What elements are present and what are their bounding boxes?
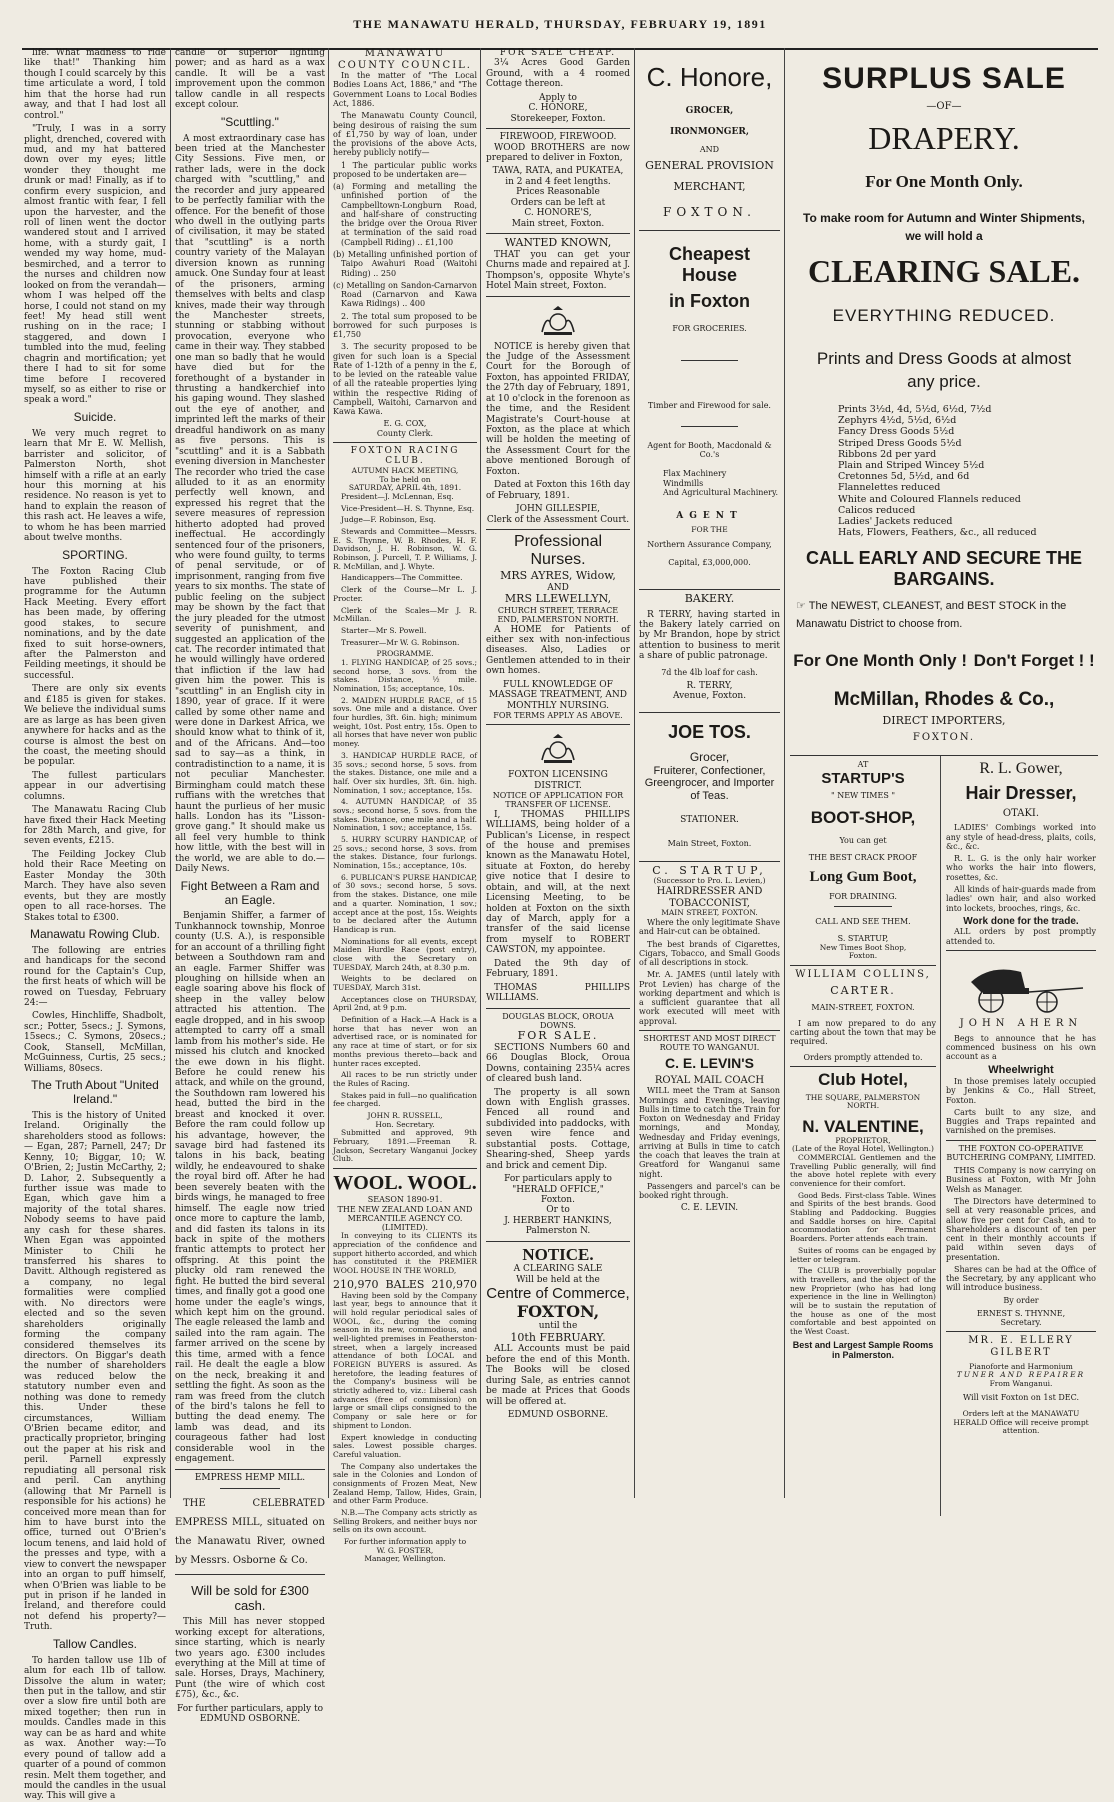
ad-text: Windmills [663,478,704,488]
ad-heading: FOXTON, [516,1301,600,1321]
ad-text: Northern Assurance Company, [647,540,772,550]
ad-text: R TERRY, having started in the Bakery lately carried on by Mr Brandon, hope by strict attention to business to merit a share of public patronage. [639,609,780,662]
price-item: Flannelettes reduced [838,482,941,494]
ad-text: (c) Metalling on Sandon-Carnarvon Road (Carnarvon and Kawa Kawa Ridings) .. 400 [333,280,477,309]
ad-text: THE CELEBRATED EMPRESS MILL, situated on the Manawatu River, owned by Messrs. Osborne & Co. [175,1498,325,1567]
ad-signature: EDMUND OSBORNE. [199,1714,301,1725]
article-text: "Truly, I was in a sorry plight, drenched, covered with mud, and my hat battered down over my eyes; little wonder they thought me drunk or mad! Finally, as if to confirm every suspicion, and almost frantic with fear, I fell upon the harvester, and the roll of linen went the doctor wandered stout and I arrived home, with a sturdy gait, I wended my way home, mud-besmirched, and a terror to the nurses and children now looked on from the verandah—whom I was helped off the horse, I could not stand on my feet! My head still went rushing on in the race; I staggered, and down I tumbled into the mud, feeling chagrin and mortification; yet there I had to sit for some time before I recovered myself, so as either to rise or speak a word." [24,124,166,406]
article-text: The Manawatu Racing Club have fixed their Hack Meeting for 28th March, and give, for seven events, £215. [24,805,166,847]
article-text: A most extraordinary case has been tried at the Manchester City Sessions. Five men, or rather lads, were in the dock charged with "scuttling," and the recorder and jury appeared to be perfectly familiar with the offence. For the benefit of those who dwell in the outlying parts of civilisation, it may be stated that "scuttling" is a north country variety of the Malayan diversion known as running amuck. One Sunday four at least of the prisoners, arming themselves with belts and clasp knives, made their way through the Manchester streets, stunning or stabbing without provocation, everyone who came in their way. They stabbed one man so badly that he would have died but for the forethought of a bystander in thrusting a handkerchief into his gaping wound. They slashed out the eye of another, and imprinted left the marks of their dreadful handiwork on as many as five persons. This is "scuttling" and it is a Sabbath evening diversion in Manchester The recorder who tried the case alluded to it as an enormity perfectly well known, and expressed his regret that the severe measures of repression hitherto adopted had proved ineffectual. He accordingly sentenced four of the prisoners, who were found guilty, to terms of penal servitude, or of imprisonment, ranging from five years to six months. The state of public feeling on the subject may be shown by the fact that the jury pleaded for the utmost severity of punishment, and suggested an application of the cat. The recorder intimated that he would willingly have ordered that infliction if the law had given him the power. This is "scuttling" in an English city in 1890, year of grace. If it were called by some other name and were done in Darkest Africa, we should know what to think of it, and of the Africans. And—too sad to say—as a think, in contradistinction to a name, it is not peculiar Manchester. Birmingham could match these ruffians with the wretches that haunt the purlieus of her music halls. London has its "Lisson-grove gang." It should make us all feel very humble to think how little, with the best will in the world, we are able to do.—Daily News. [175,133,325,875]
ad-signature: Storekeeper, Foxton. [510,113,606,124]
ad-heading: C. Honore, [646,62,773,92]
ad-text: Begs to announce that he has commenced business on his own account as a [946,1033,1096,1062]
ad-text: For further information apply to [343,1537,467,1547]
ad-heading: R. L. Gower, [979,760,1063,778]
column-rule [480,48,481,1498]
ad-text: MAIN-STREET, FOXTON. [811,1003,915,1013]
ad-signature: Hon. Secretary. [375,1119,435,1129]
ad-text: Flax Machinery [663,469,727,479]
ad-text: Stakes paid in full—no qualification fee charged. [333,1090,477,1109]
ad-text: Clerk of the Scales—Mr J. R. McMillan. [333,605,477,624]
ad-text: FOR GROCERIES. [672,324,747,334]
ad-text: ROYAL MAIL COACH [654,1074,765,1086]
masthead [22,10,1098,50]
ad-signature: W. G. FOSTER, [376,1545,434,1555]
article-heading: Tallow Candles. [52,1636,138,1651]
ad-text: In conveying to its CLIENTS its appreciation of the confidence and support hitherto accorded, and which has constituted it the PREMIER WOOL HOUSE IN THE WORLD, [333,1231,477,1276]
ad-text: Greengrocer, and Importer of Teas. [644,777,775,803]
ad-heading: DRAPERY. [868,120,1020,157]
bales-label: BALES [385,1277,425,1291]
forget-row [790,651,1098,671]
ad-signature: County Clerk. [376,428,434,438]
ad-text: WILL meet the Tram at Sanson Mornings and Evenings, leaving Bulls in time to catch the Train for Foxton on Wednesday and Friday mornings, and Monday, Wednesday and Friday evenings, arriving at Bulls in time to catch the coach that leaves the train at Greatford for Wanganui same night. [639,1086,780,1179]
ad-heading: FOXTON RACING CLUB. [350,446,460,467]
ad-text: The best brands of Cigarettes, Cigars, Tobacco, and Small Goods of all descriptions in stock. [639,939,780,968]
ad-heading: 10th FEBRUARY. [510,1330,606,1344]
article-text: The Foxton Racing Club have published their programme for the Autumn Hack Meeting. Every effort has been made, by offering good stakes, to secure nominations, and by the date fixed to suit horse-owners, after the Palmerston and Feilding meetings, it should be successful. [24,566,166,681]
ad-text: NOTICE is hereby given that the Judge of the Assessment Court for the Borough of Foxton, has appointed FRIDAY, the 27th day of February, 1891, at 10 o'clock in the forenoon as the time, and the Resident Magistrate's Court-house at Foxton, as the place at which will be holden the meeting of the Assessment Court for the above mentioned Borough of Foxton. [486,341,630,477]
ad-signature: C. HONORE, [528,103,588,114]
ad-text: AUTUMN HACK MEETING, [351,465,459,475]
ad-text: 1 The particular public works proposed to be undertaken are— [333,160,477,179]
ad-text: In those premises lately occupied by Jenkins & Co., Hall Street, Foxton. [946,1077,1096,1105]
price-item: White and Coloured Flannels reduced [838,493,1021,505]
ad-text: AND [547,582,569,593]
ad-heading: FOXTON LICENSING DISTRICT. [508,770,608,791]
ad-text: To be held on [379,474,431,484]
ad-signature: JOHN GILLESPIE, [515,504,601,515]
column-4 [486,48,630,1498]
ad-text: SATURDAY, APRIL 4th, 1891. [348,483,462,493]
column-1 [24,48,166,1802]
ad-text: FOR TERMS APPLY AS ABOVE. [493,711,623,720]
ad-signature: Main street, Foxton. [511,218,605,229]
ad-heading: Work done for the trade. [963,915,1079,927]
ad-signature: JOHN R. RUSSELL, [367,1110,443,1120]
lower-left [790,760,936,1360]
ad-text: SECTIONS Numbers 60 and 66 Douglas Block, Oroua Downs, containing 235¼ acres of cleared bush land. [486,1042,630,1085]
ad-text: CALL AND SEE THEM. [815,917,911,927]
article-heading: Suicide. [73,409,117,424]
ad-text: THE BEST CRACK PROOF [808,853,918,863]
ad-heading: CALL EARLY AND SECURE THE BARGAINS. [805,548,1083,590]
ad-text: Clerk of the Course—Mr L. J. Procter. [333,585,477,603]
ad-heading: DOUGLAS BLOCK, OROUA DOWNS. [502,1011,614,1030]
article-text: Benjamin Shiffer, a farmer of Tunkhannock township, Monroe county (U.S. A.), is responsible for an account of a thrilling fight between a Southdown ram and an eagle. Farmer Shiffer was ploughing on hillside when an eagle soaring above his flock of sheep in the valley below attracted his attention. The eagle dropped, and in his swoop attempted to carry off a small lamb from his mother's side. He missed his clutch and knocked the ewe down in his flight. Before he could renew his attack, and while on the ground, the Southdown ram lowered his head, butted the bird in the breast and knocked it over. Before the ram could follow up his advantage, however, the savage bird had fastened its talons in his back, beating wildly, he endeavoured to shake the royal bird off. After he had been severely beaten with the birds wings, he managed to free himself. The eagle now tried once more to capture the lamb, and did fasten its talons in its back in spite of the mothers frantic attempts to protect her offspring. At this point the plucky old ram renewed the fight. He butted the bird several times, and finally got a good one home under the eagle's wings, which kept him on the ground. The eagle released the lamb and sailed into the ram again. The farmer arrived on the scene by this time, armed with a fence rail. He dealt the eagle a blow on the neck, breaking it and settling the fight. As soon as the ram was freed from the clutch of the bird's talons he fell to butting the dead enemy. The lamb was dead, and its courageous father had lost considerable wool in the engagement. [175,911,325,1465]
article-text: There are only six events and £185 is given for stakes. We believe the individual sums are as large as has been given anywhere for hacks and as the course is almost the best on the coast, the meeting should be popular. [24,684,166,768]
ad-text: " NEW TIMES " [830,791,896,801]
ad-heading: Will be sold for £300 cash. [191,1583,309,1614]
ad-text: FOR DRAINING. [829,891,897,901]
ad-text: MRS AYRES, Widow, [500,569,616,583]
ad-text: THIS Company is now carrying on Business at Foxton, with Mr John Welsh as Manager. [946,1166,1096,1194]
ad-signature: Clerk of the Assessment Court. [486,514,630,525]
ad-text: SEASON 1890-91. [367,1195,443,1205]
ad-text: Prints and Dress Goods at almost any price. [816,349,1072,391]
masthead-title: THE MANAWATU HERALD, THURSDAY, FEBRUARY 19, 1891 [353,17,767,31]
ad-text: To make room for Autumn and Winter Shipments, we will hold a [803,211,1085,244]
price-item: Fancy Dress Goods 5½d [838,426,955,438]
article-text: candle of superior lighting power; and as hard as a wax candle. It will be a vast improvement upon the common tallow candle in all respects except colour. [175,48,325,111]
ad-text: LADIES' Combings worked into any style of head-dress, plaits, coils, &c., &c. [946,823,1096,851]
ad-text: ☞ The NEWEST, CLEANEST, and BEST STOCK in the Manawatu District to choose from. [796,600,1067,630]
ad-text: Submitted and approved, 9th February, 1891.—Freeman R. Jackson, Secretary Wanganui Jockey Club. [333,1128,477,1164]
ad-text: In the matter of "The Local Bodies Loans Act, 1886," and "The Government Loans to Local Bodies Act, 1886. [333,71,477,108]
ad-heading: BAKERY. [684,591,735,605]
ad-heading: EVERYTHING REDUCED. [832,306,1056,326]
ad-text: Shares can be had at the Office of the Secretary, by any applicant who will introduce business. [946,1264,1096,1293]
ad-text: until the [538,1321,578,1332]
ad-signature: E. G. COX, [383,419,427,429]
ad-heading: Wheelwright [988,1064,1054,1077]
article-text: We very much regret to learn that Mr E. W. Mellish, barrister and solicitor, of Palmerston North, shot himself with a rifle at an early hour this morning at his residence. No reason is yet to hand to explain the reason of this rash act. He leaves a wife, to whom he has been married about twelve months. [24,428,166,544]
ad-text: For further particulars, apply to [176,1703,324,1714]
ad-text: 1. FLYING HANDICAP, of 25 sovs.; second horse, 3 sovs. from the stakes. Distance, ½ mile. Nomination, 15s; acceptance, 10s. [333,657,477,694]
ad-text: TAWA, RATA, and PUKATEA, [492,166,624,177]
ad-text: Treasurer—Mr W. G. Robinson. [341,637,460,647]
ad-signature: New Times Boot Shop, [819,942,907,952]
ad-heading: CARTER. [830,983,896,997]
royal-crest-icon [538,304,578,338]
column-rule [328,48,329,1498]
ad-text: R. L. G. is the only hair worker who works the hair into flowers, rosettes, &c. [946,854,1096,882]
ad-heading: WOOL. WOOL. [333,1172,477,1195]
ad-text: OTAKI. [1002,807,1040,819]
column-3 [333,48,477,1564]
ad-text: I am now prepared to do any carting about the town that may be required. [790,1018,936,1047]
ad-text: GENERAL PROVISION [645,159,774,173]
ad-text: Nominations for all events, except Maiden Hurdle Race (post entry), close with the Secretary on TUESDAY, March 24th, at 8.30 p.m. [333,936,477,972]
price-item: Calicos reduced [838,504,916,516]
ad-text: Passengers and parcel's can be booked right through. [639,1181,780,1201]
ad-text: Agent for Booth, Macdonald & Co.'s [647,440,772,460]
ad-text: Fruiterer, Confectioner, [653,764,766,777]
article-text: The Feilding Jockey Club hold their Race Meeting on Easter Monday the 30th March. They have also seven events, but they are mostly open to all race-horses. The Stakes total to £300. [24,849,166,923]
ad-text: This Mill has never stopped working except for alterations, since starting, which is nearly two years ago. £300 includes everything at the Mill at time of sale. Horses, Drays, Machinery, Punt (the wire of which cost £75), &c., &c. [175,1617,325,1701]
price-item: Zephyrs 4½d, 5½d, 6½d [838,415,957,427]
ad-text: A CLEARING SALE [513,1264,603,1275]
ad-text: Mr. A. JAMES (until lately with Prot Levien) has charge of the working department and which is a sufficient guarantee that all work executed will meet with approval. [639,970,780,1026]
ad-text: 5. HURRY SCURRY HANDICAP, of 25 sovs.; second horse, 3 sovs. from the stakes. Distance, four furlongs. Nomination, 15s.; acceptance, 10s. [333,835,477,871]
ad-text: Apply to [539,92,577,103]
ad-signature: R. TERRY, [686,681,733,692]
price-item: Plain and Striped Wincey 5½d [838,459,985,471]
ad-heading: MANAWATU COUNTY COUNCIL. [338,48,472,71]
price-item: Ribbons 2d per yard [838,448,937,460]
ad-text: 3. The security proposed to be given for such loan is a Special Rate of 1-12th of a penny in the £, to be levied on the rateable value of all the rateable properties lying within the respective Riding of Campbell, Waitohi, Carnarvon and Kawa Kawa. [333,342,477,417]
ad-text: COMMERCIAL Gentlemen and the Travelling Public generally, will find the above hotel replete with every convenience for their comfort. [790,1152,936,1189]
ad-text: FOXTON. [912,731,976,743]
ad-text: Acceptances close on THURSDAY, April 2nd, at 9 p.m. [333,994,477,1013]
ad-text: FOR THE [691,524,728,534]
ad-heading: FOR SALE. [517,1029,599,1043]
ad-heading: NOTICE. [522,1244,594,1264]
bales-count: 210,970 [333,1277,379,1291]
ad-heading: For One Month Only ! [793,651,968,671]
price-list [838,404,1098,538]
ad-heading: STARTUP'S [821,769,905,787]
ad-text: A HOME for Patients of either sex with non-infectious diseases. Also, Ladies or Gentlemen attended to in their own homes. [486,624,630,677]
ad-text: Vice-President—H. S. Thynne, Esq. [341,503,475,513]
article-text: The following are entries and handicaps for the second round for the Captain's Cup, the first heats of which will be rowed on Tuesday, February 24:— [24,945,166,1009]
ad-signature: S. STARTUP, [837,934,889,944]
ad-text: AND [699,145,720,155]
column-rule [634,48,635,1498]
bales-count: 210,970 [431,1277,477,1291]
ad-text: The Directors have determined to sell at very reasonable prices, and allow five per cent for Cash, and to Shareholders a discount of ten per cent in their monthly accounts if paid within seven days of presentation. [946,1196,1096,1262]
ad-signature: THOMAS PHILLIPS WILLIAMS. [486,982,630,1004]
ad-heading: JOE TOS. [668,721,751,742]
ad-text: All races to be run strictly under the Rules of Racing. [333,1070,477,1088]
ad-text: WOOD BROTHERS are now prepared to deliver in Foxton, [486,142,630,163]
ad-text: MRS LLEWELLYN, [504,592,612,606]
ad-text: Good Beds. First-class Table. Wines and Spirits of the best brands. Good Stabling and Paddocking. Buggies and Saddle horses on hire. Capital accommodation for Permanent Boarders. Porter attends each train. [790,1190,936,1244]
ad-heading: McMillan, Rhodes & Co., [833,689,1055,711]
ad-text: MAIN STREET, FOXTON. [661,908,758,918]
ad-text: You can get [839,836,887,846]
ad-text: MERCHANT, [673,180,746,194]
ad-heading: Don't Forget ! ! [973,651,1095,671]
ad-text: Orders left at the MANAWATU HERALD Office will receive prompt attention. [953,1408,1089,1436]
ad-text: Capital, £3,000,000. [668,557,751,567]
ad-text: President—J. McLennan, Esq. [341,491,454,501]
ad-heading: Best and Largest Sample Rooms in Palmerston. [792,1339,934,1361]
ad-heading: FOR SALE CHEAP. [499,48,617,58]
ad-text: ALL orders by post promptly attended to. [946,927,1096,946]
ad-signature: Avenue, Foxton. [672,691,747,702]
ad-text: 4. AUTUMN HANDICAP, of 35 sovs.; second horse, 5 sovs. from the stakes. Distance, one mile and a half. Nomination, 1 sov.; acceptance, 15s. [333,797,477,833]
ad-text: NOTICE OF APPLICATION FOR TRANSFER OF LICENSE. [492,791,624,810]
ad-text: For particulars apply to [504,1174,612,1185]
royal-crest-icon [538,732,578,766]
price-item: Prints 3½d, 4d, 5½d, 6½d, 7½d [838,403,992,415]
ad-text: And Agricultural Machinery. [663,487,778,497]
ad-text: Starter—Mr S. Powell. [341,625,427,635]
ad-text: TUNER AND REPAIRER [956,1370,1086,1380]
article-heading: SPORTING. [62,547,128,562]
column-5 [639,48,780,1498]
ad-text: Dated at Foxton this 16th day of February, 1891. [486,480,630,501]
ad-text: AT [857,760,869,770]
ad-text: All kinds of hair-guards made from ladies' own hair, and also worked into lockets, brooches, rings, &c. [946,885,1096,913]
ad-text: Handicappers—The Committee. [341,573,463,583]
ad-heading: THE FOXTON CO-OPERATIVE BUTCHERING COMPANY, LIMITED. [946,1143,1096,1162]
ad-heading: C. E. LEVIN'S [665,1055,754,1072]
article-text: Cowles, Hinchliffe, Shadbolt, scr.; Potter, 5secs.; J. Symons, 15secs.; C. Symons, 20secs.; Cook, Stansell, McMillan, McGuinness, Curtis, 25 secs.; Williams, 80secs. [24,1011,166,1074]
ad-text: The CLUB is proverbially popular with travellers, and the object of the new Proprietor (who has had long experience in the line in Wellington) will be to sustain the reputation of the house as one of the most comfortable and best appointed on the West Coast. [790,1266,936,1337]
ad-text: GROCER, [685,106,734,117]
ad-text: (Successor to Pro. L. Levien,) [653,876,766,886]
column-6 [790,48,1098,1498]
ad-heading: in Foxton [669,291,750,312]
ad-text: Having been sold by the Company last year, begs to announce that it will hold regular periodical sales of WOOL, &c., during the coming season in its new, commodious, and well-lighted premises in Featherston-street, when a largely increased attendance of both LOCAL and FOREIGN BUYERS is assured. As heretofore, the leading features of the Company's business will be strictly adhered to, viz.: Liberal cash advances (free of commission) on large or small clips consigned to the Company or sale here or for shipment to London. [333,1290,477,1430]
ad-text: PROPRIETOR, [835,1135,891,1145]
ad-heading: Cheapest House [668,243,751,285]
ad-text: Timber and Firewood for sale. [648,400,771,410]
ad-heading: WILLIAM COLLINS, [795,969,931,981]
ad-text: ALL Accounts must be paid before the end of this Month. The Books will be closed during Sale, as entries cannot be made at Prices that Goods will be offered at. [486,1344,630,1407]
ad-text: N.B.—The Company acts strictly as Selling Brokers, and neither buys nor sells on its own account. [333,1508,477,1535]
column-rule [784,48,785,1498]
ad-text: STATIONER. [680,814,739,825]
ad-text: CHURCH STREET, TERRACE END, PALMERSTON NORTH. [497,605,619,625]
ad-text: in 2 and 4 feet lengths. [505,176,611,187]
article-heading: The Truth About "United Ireland." [31,1078,159,1106]
ad-text: (a) Forming and metalling the unfinished portion of the Campbelltown-Longburn Road, and half-share of constructing the bridge over the Oroua River at termination of the said road (Campbell Riding) .. £1,100 [333,182,477,247]
ad-text: Will visit Foxton on 1st DEC. [962,1392,1080,1402]
lower-ads [790,756,1098,1516]
ad-signature: Foxton. [848,951,878,961]
price-item: Ladies' Jackets reduced [838,515,953,527]
ad-text: Grocer, [689,749,730,764]
ad-heading: Professional Nurses. [513,532,603,569]
ad-text: Will be held at the [516,1274,600,1285]
ad-heading: Club Hotel, [818,1069,908,1089]
article-text: To harden tallow use 1lb of alum for each 1lb of tallow. Dissolve the alum in water; then put in the tallow, and stir over a slow fire until both are mixed together; then run in moulds. Candles made in this way can be as hard and white as wax. Another way:—To every pound of tallow add a quarter of a pound of common resin. Melt them together, and mould the candles in the usual way. This will give a [24,1655,166,1802]
article-heading: Manawatu Rowing Club. [29,926,161,941]
ad-text: By order [1003,1295,1039,1305]
ad-text: Expert knowledge in conducting sales. Lowest possible charges. Careful valuation. [333,1432,477,1459]
ad-text: THE NEW ZEALAND LOAN AND MERCANTILE AGENCY CO. [337,1204,473,1223]
ad-text: Pianoforte and Harmonium [969,1361,1073,1371]
ad-text: Where the only legitimate Shave and Hair-cut can be obtained. [639,917,780,937]
ad-signature: C. E. LEVIN. [680,1203,739,1214]
price-item: Hats, Flowers, Feathers, &c., all reduced [838,527,1037,539]
ad-text: (Late of the Royal Hotel, Wellington.) [792,1144,934,1154]
ad-text: The property is all sown down with English grasses. Fenced all round and subdivided into paddocks, with seven wire fence and substantial posts. Cottage, Shearing-shed, Sheep yards and brick and cement Dip. [486,1087,630,1171]
ad-signature: J. HERBERT HANKINS, [504,1215,612,1226]
ad-text: Prices Reasonable [516,187,600,198]
ad-text: FOXTON. [663,204,756,219]
ad-text: 2. The total sum proposed to be borrowed for such purposes is £1,750 [333,311,477,340]
article-text: The fullest particulars appear in our advertising columns. [24,770,166,802]
ad-text: Suites of rooms can be engaged by letter or telegram. [790,1245,936,1264]
carriage-icon [951,958,1091,1014]
article-heading: "Scuttling." [221,114,279,129]
ad-text: Weights to be declared on TUESDAY, March 31st. [333,974,477,993]
ad-text: THE SQUARE, PALMERSTON NORTH. [805,1092,921,1111]
ad-text: THAT you can get your Churns made and repaired at J. Thompson's, opposite Whyte's Hotel Main street, Foxton. [486,249,630,292]
ad-text: 2. MAIDEN HURDLE RACE, of 15 sovs. One mile and a distance. Over four hurdles, 3ft. 6in. high; minimum weight, 10st. Post entry, 15s. Open to all horses that have never won public money. [333,695,477,749]
ad-text: (LIMITED). [381,1223,429,1233]
column-rule [170,48,171,1498]
ad-text: 7d the 4lb loaf for cash. [661,667,758,677]
ad-heading: EMPRESS HEMP MILL. [194,1472,306,1483]
ad-heading: CLEARING SALE. [807,253,1081,290]
ad-text: 3¼ Acres Good Garden Ground, with a 4 roomed Cottage thereon. [486,58,630,90]
ad-heading: C. STARTUP, [652,863,767,877]
article-text: life. What madness to ride like that!" Thanking him though I could scarcely by this time articulate a word, I told him that the horse had run away, and that I had lost all control." [24,48,166,121]
ad-heading: AGENT [676,511,743,522]
ad-signature: ERNEST S. THYNNE, [976,1308,1066,1318]
ad-heading: FIREWOOD, FIREWOOD. [499,132,617,143]
ad-signature: C. HONORE'S, [524,208,592,219]
ad-text: "HERALD OFFICE," [512,1184,604,1195]
ad-text: Dated the 9th day of February, 1891. [486,958,630,980]
ad-text: From Wanganui. [989,1379,1053,1388]
lower-right [946,760,1096,1436]
ad-text: Orders promptly attended to. [803,1052,923,1062]
ad-heading: For One Month Only. [865,171,1023,191]
ad-heading: WANTED KNOWN, [504,236,612,249]
ad-text: Definition of a Hack.—A Hack is a horse that has never won an advertised race, or is nominated for any race at time of start, or for six months previous thereto—back and hunter races excepted. [333,1015,477,1068]
ad-signature: Manager, Wellington. [364,1554,446,1564]
article-text: This is the history of United Ireland. Originally the shareholders stood as follows:— Egan, 287; Parnell, 247; Dr Kenny, 10; Biggar, 10; W. O'Brien, 2; Justin McCarthy, 2; D. Lahor, 2. Subsequently a further issue was made to Egan, which gave him a majority of the total shares. Nobody seems to have paid any cash for these shares. When Egan was appointed Minister to Chili he transferred his shares to Davitt. Although registered as a company, no legal formalities were complied with. No directors were elected and so the seven shareholders originally forming the company considered themselves its directors. On Biggar's death the number of shareholders was reduced below the statutory number even and nothing was done to remedy this. Under these circumstances, William O'Brien became editor, and practically proprietor, bringing out the paper at his risk and peril. Parnell expressly repudiating all personal risk and peril. Can anything (allowing that Mr Parnell is responsible for his actions) he conceived more mean than for him to have burst into the office, turned out O'Brien's locum tenens, and laid hold of the presses and type, with a view to convert the newspaper into an organ to puff himself, when O'Brien was liable to be put in prison if he landed in Ireland, and therefore could not defend his property?— Truth. [24,1110,166,1633]
ad-text: Main Street, Foxton. [667,839,752,849]
ad-text: Foxton. [541,1194,575,1205]
ad-text: 6. PUBLICAN'S PURSE HANDICAP, of 30 sovs.; second horse, 5 sovs. from the stakes. Distance, one mile and a quarter. Nomination, 1 sov.; accept ance at the post, 15s. Weights to be declared after the Autumn Handicap is run. [333,872,477,934]
article-heading: Fight Between a Ram and an Eagle. [180,878,320,907]
ad-signature: EDMUND OSBORNE. [507,1410,609,1421]
price-item: Cretonnes 5d, 5½d, and 6d [838,471,970,483]
ad-heading: JOHN AHERN [959,1017,1083,1029]
ad-text: Carts built to any size, and Buggies and Traps repainted and varnished on the premises. [946,1107,1096,1136]
ad-heading: PROGRAMME. [376,649,434,659]
ad-text: SHORTEST AND MOST DIRECT ROUTE TO WANGANUI. [643,1033,776,1053]
ad-text: The Company also undertakes the sale in the Colonies and London of consignments of Frozen Meat, New Zealand Hemp, Tallow, Hides, Grain, and other Farm Produce. [333,1461,477,1506]
ad-text: FULL KNOWLEDGE OF MASSAGE TREATMENT, AND MONTHLY NURSING. [488,679,628,711]
price-item: Striped Dress Goods 5½d [838,437,962,449]
ad-heading: Long Gum Boot, [809,868,917,885]
ad-heading: Hair Dresser, [965,782,1077,803]
ad-heading: BOOT-SHOP, [810,808,916,828]
ad-text: DIRECT IMPORTERS, [882,714,1006,728]
ad-text: HAIRDRESSER AND TOBACCONIST, [656,886,763,909]
ad-heading: Centre of Commerce, [486,1285,630,1303]
ad-text: (b) Metalling unfinished portion of Taipo Awahuri Road (Waitohi Riding) .. 250 [333,249,477,278]
ad-text: I, THOMAS PHILLIPS WILLIAMS, being holder of a Publican's License, in respect of the house and premises known as the Manawatu Hotel, situate at Foxton, do hereby give notice that I desire to obtain, and will, at the next Licensing Meeting, to be holden at Foxton on the sixth day of March, apply for a transfer of the said license from myself to ROBERT CAWSTON, my appointee. [486,809,630,956]
ad-text: —OF— [926,100,962,112]
ad-heading: SURPLUS SALE [822,62,1066,95]
ad-text: 3. HANDICAP HURDLE RACE, of 35 sovs.; second horse, 5 sovs. from the stakes. Distance, one mile and a half. Over six hurdles, 3ft. 6in. high. Nomination, 1 sov.; acceptance, 15s. [333,750,477,795]
ad-text: The Manawatu County Council, being desirous of raising the sum of £1,750 by way of loan, under the provisions of the above Acts, hereby publicly notify— [333,111,477,158]
ad-heading: N. VALENTINE, [802,1116,924,1136]
ad-text: Judge—F. Robinson, Esq. [341,515,436,525]
ad-signature: Palmerston N. [525,1226,591,1237]
column-2 [175,48,325,1725]
ad-signature: Secretary. [1000,1318,1042,1328]
ad-text: Or to [546,1205,570,1216]
ad-text: IRONMONGER, [670,126,749,137]
ad-heading: MR. E. ELLERY GILBERT [968,1335,1074,1359]
ad-text: Orders can be left at [510,197,606,208]
ad-text: Stewards and Committee—Messrs. E. S. Thynne, W. B. Rhodes, H. F. Davidson, J. H. Robinson, W. G. Robinson, J. Purcell, T. P. Williams, J. R. McMillan, and J. Whyte. [333,527,477,571]
